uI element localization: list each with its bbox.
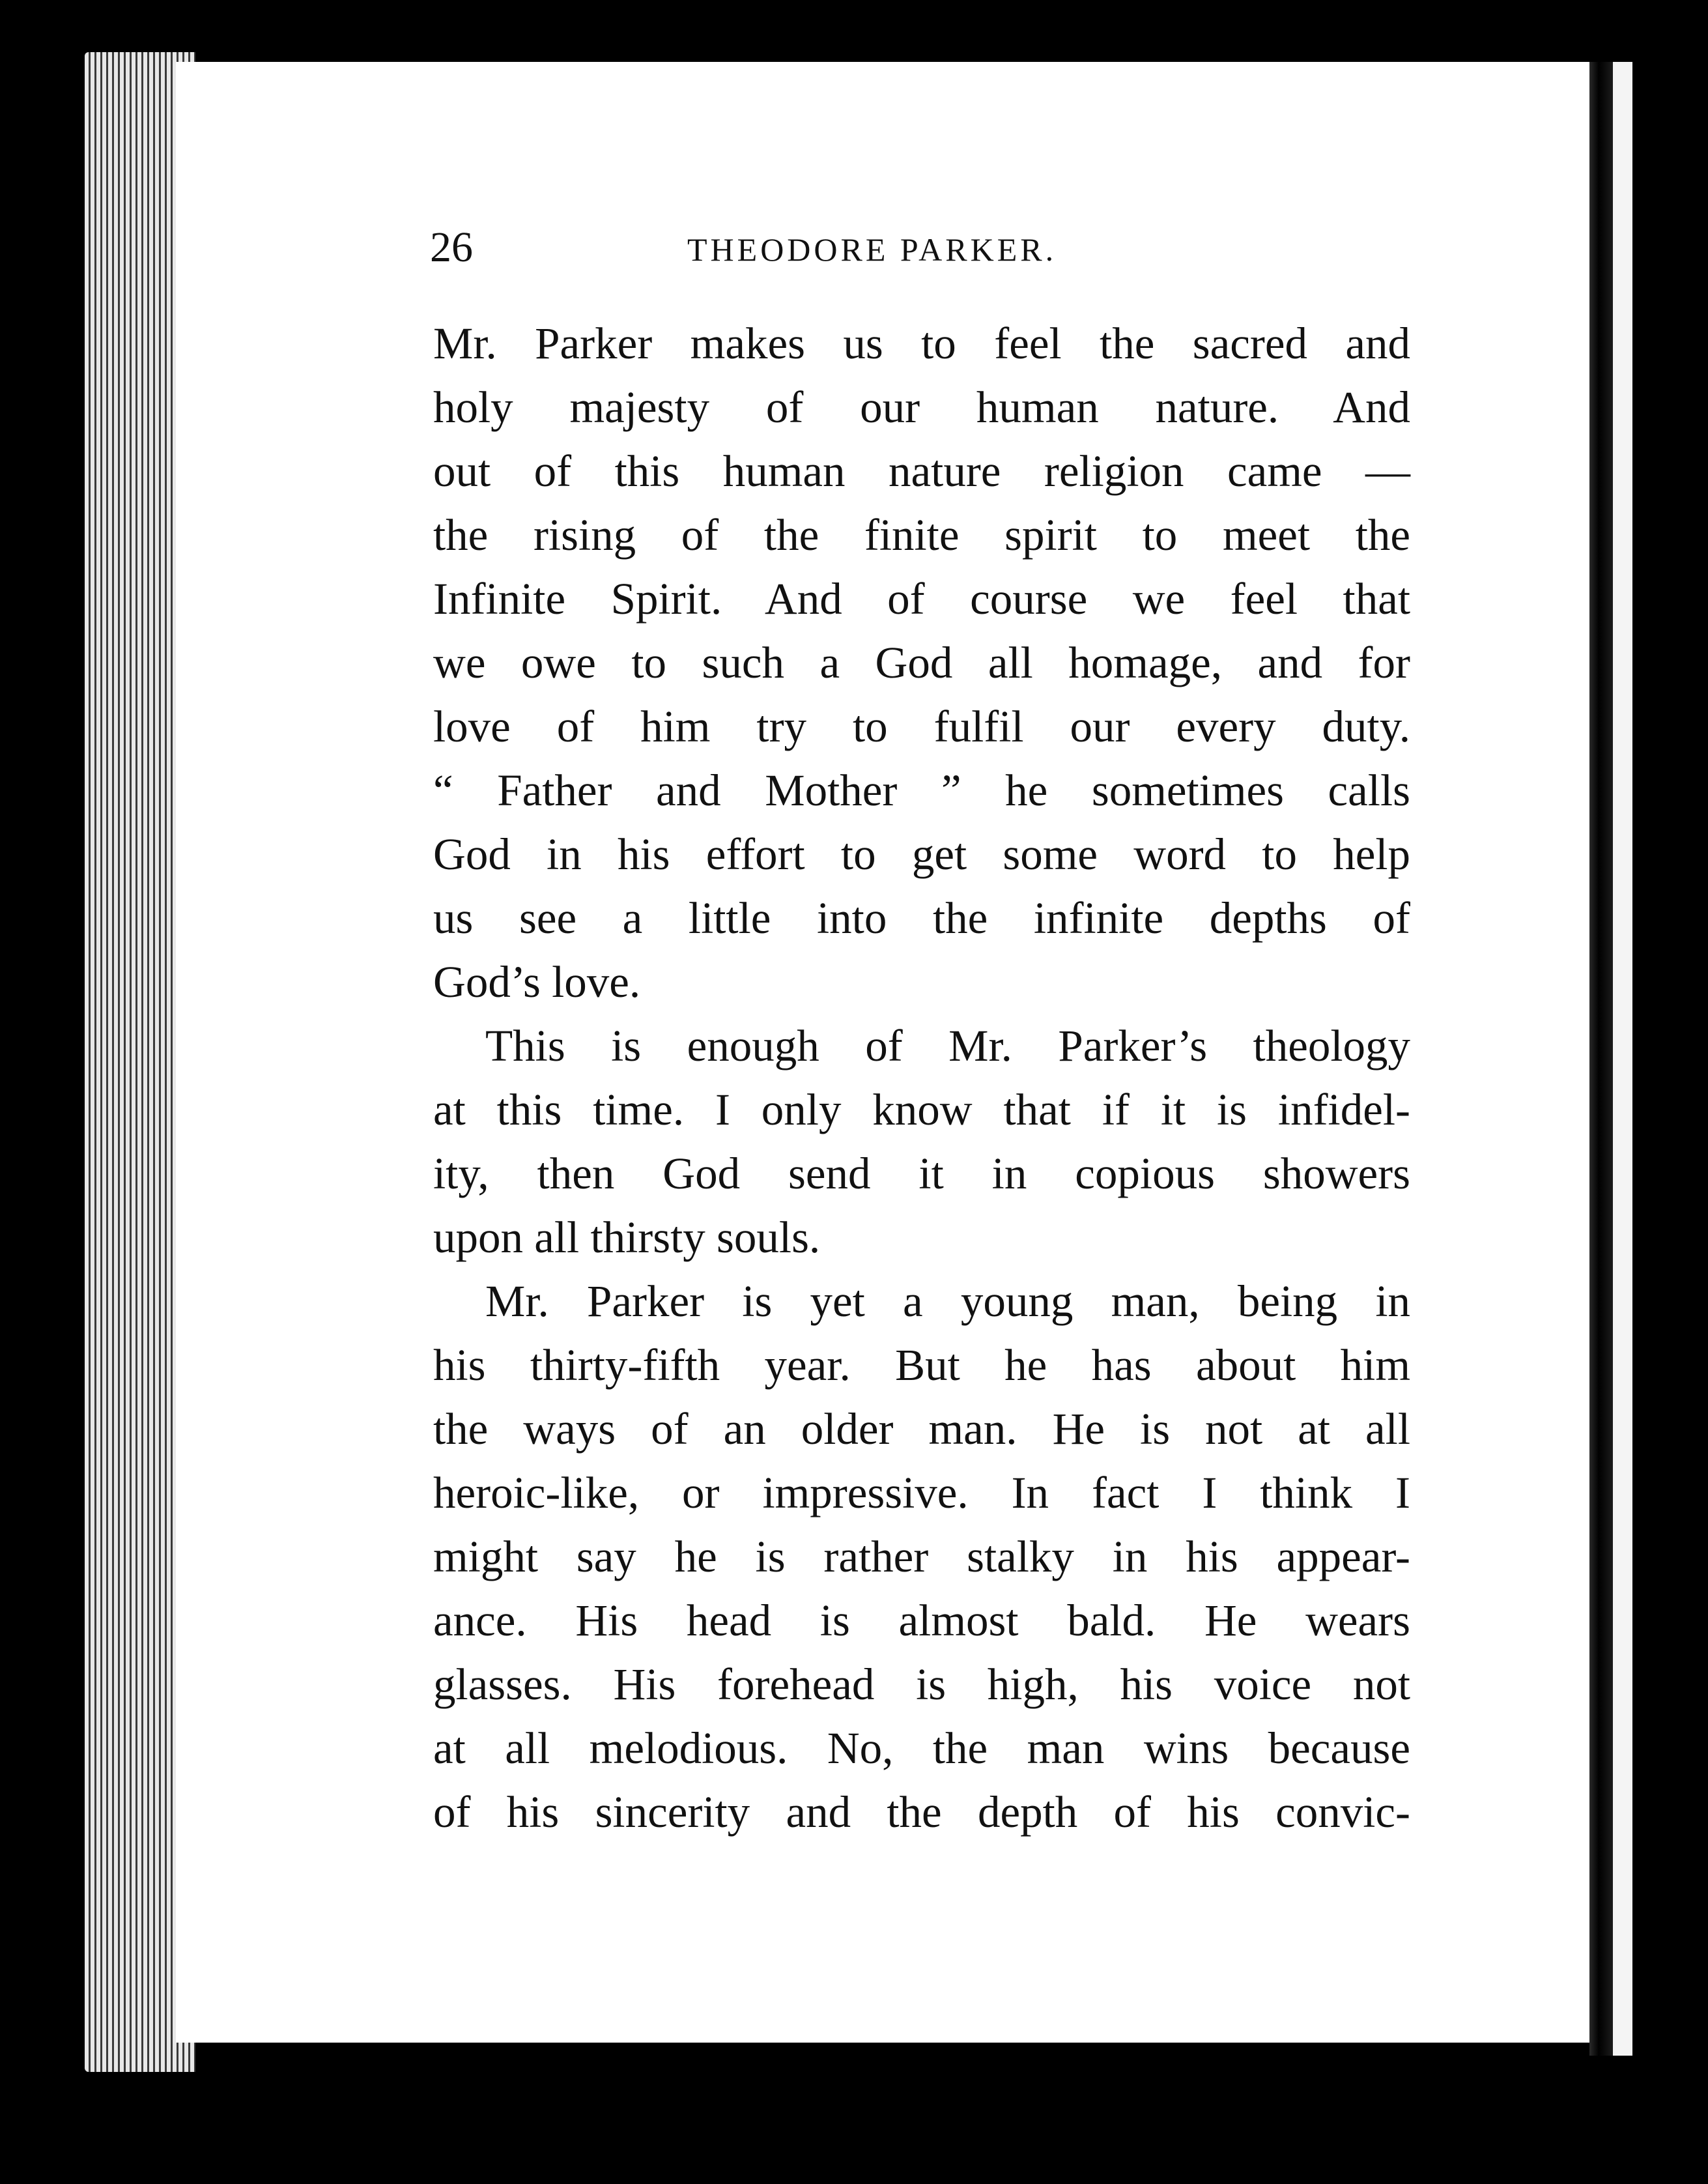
text-line: ity, then God send it in copious showers xyxy=(433,1149,1410,1198)
next-page-edge xyxy=(1613,62,1632,2056)
text-line: heroic-like, or impressive. In fact I think I xyxy=(433,1468,1410,1517)
text-line: Mr. Parker is yet a young man, being in xyxy=(485,1276,1410,1326)
text-line: Mr. Parker makes us to feel the sacred and xyxy=(433,319,1410,368)
text-line: God’s love. xyxy=(433,957,641,1007)
text-line: of his sincerity and the depth of his convic- xyxy=(433,1787,1410,1837)
text-line: holy majesty of our human nature. And xyxy=(433,382,1410,432)
text-line: we owe to such a God all homage, and for xyxy=(433,638,1410,687)
text-line: God in his effort to get some word to help xyxy=(433,829,1410,879)
text-line: love of him try to fulfil our every duty. xyxy=(433,702,1410,751)
paragraph-3 xyxy=(433,1269,1410,1844)
text-line: might say he is rather stalky in his appear- xyxy=(433,1532,1410,1581)
text-line: us see a little into the infinite depths of xyxy=(433,893,1410,943)
text-line: glasses. His forehead is high, his voice not xyxy=(433,1660,1410,1709)
page-number: 26 xyxy=(430,223,473,271)
running-title: THEODORE PARKER. xyxy=(687,231,1057,268)
text-line: ance. His head is almost bald. He wears xyxy=(433,1596,1410,1645)
book-gutter xyxy=(1589,62,1613,2056)
text-line: the ways of an older man. He is not at all xyxy=(433,1404,1410,1454)
text-line: at all melodious. No, the man wins because xyxy=(433,1723,1410,1773)
body-text xyxy=(433,311,1410,1844)
text-line: at this time. I only know that if it is infidel- xyxy=(433,1085,1410,1134)
text-line: upon all thirsty souls. xyxy=(433,1213,821,1262)
running-head xyxy=(430,222,1179,274)
text-line: the rising of the finite spirit to meet the xyxy=(433,510,1410,560)
text-line: out of this human nature religion came — xyxy=(433,446,1410,496)
text-line: This is enough of Mr. Parker’s theology xyxy=(485,1021,1410,1070)
paragraph-1 xyxy=(433,311,1410,1014)
text-line: “ Father and Mother ” he sometimes calls xyxy=(433,766,1410,815)
text-line: his thirty-fifth year. But he has about him xyxy=(433,1340,1410,1390)
paragraph-2 xyxy=(433,1014,1410,1269)
text-line: Infinite Spirit. And of course we feel that xyxy=(433,574,1410,624)
